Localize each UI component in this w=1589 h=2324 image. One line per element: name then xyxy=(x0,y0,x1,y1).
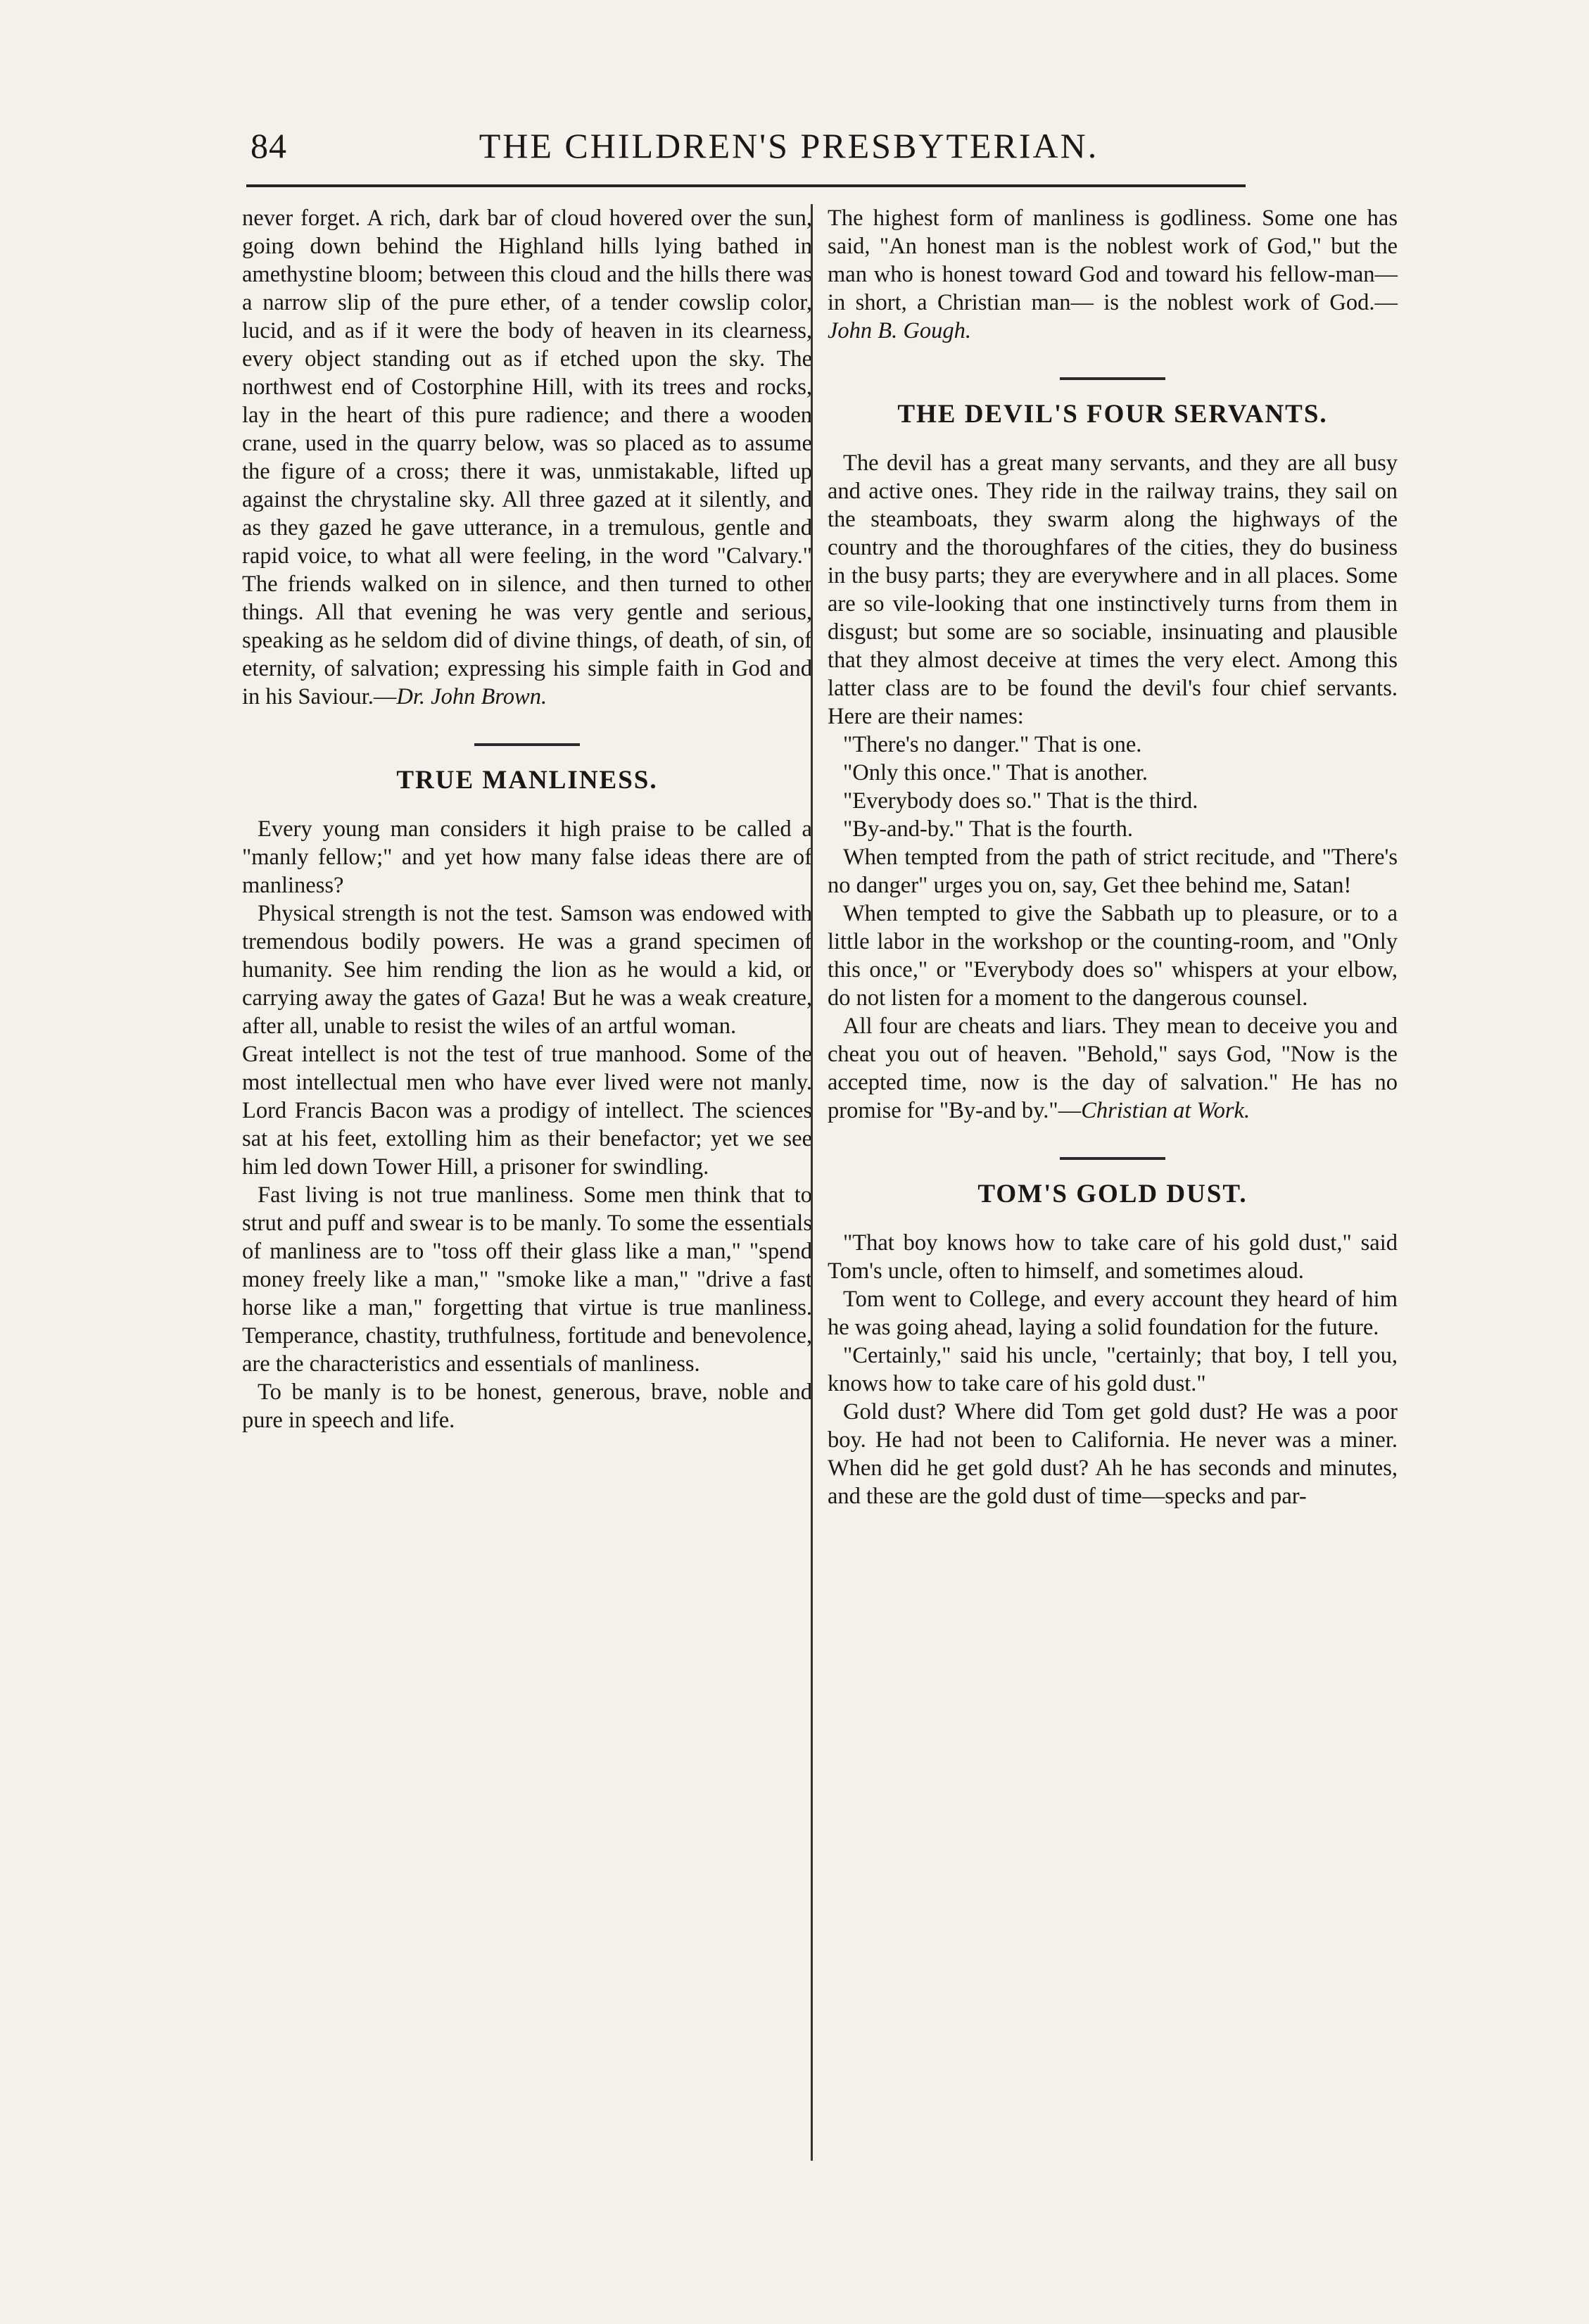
paragraph-text: The highest form of manliness is godliness. Some one has said, "An honest man is the noblest work of God," but the man who is honest toward God and toward his fellow-man—in short, a Christian man— is the noblest work of God.— xyxy=(828,206,1398,315)
paragraph: "That boy knows how to take care of his gold dust," said Tom's uncle, often to himself, and sometimes aloud. xyxy=(828,1230,1398,1284)
section-divider xyxy=(1060,1157,1165,1160)
paragraph-text: never forget. A rich, dark bar of cloud hovered over the sun, going down behind the Highland hills lying bathed in amethystine bloom; between this cloud and the hills there was a narrow slip of the pure ether, of a tender cowslip color, lucid, and as if it were the body of heaven in its clearness, every object standing out as if etched upon the sky. The northwest end of Costorphine Hill, with its trees and rocks, lay in the heart of this pure radience; and there a wooden crane, used in the quarry below, was so placed as to assume the figure of a cross; there it was, unmistakable, lifted up against the chrystaline sky. All three gazed at it silently, and as they gazed he gave utterance, in a tremulous, gentle and rapid voice, to what all were feeling, in the word "Calvary." The friends walked on in silence, and then turned to other things. All that evening he was very gentle and serious, speaking as he seldom did of divine things, of death, of sin, of eternity, of salvation; expressing his simple faith in God and in his Saviour.— xyxy=(242,206,812,709)
column-divider xyxy=(811,204,813,2161)
paragraph: Great intellect is not the test of true manhood. Some of the most intellectual men who have ever lived were not manly. Lord Francis Bacon was a prodigy of intellect. The sciences sat at his feet, extolling him as their benefactor; yet we see him led down Tower Hill, a prisoner for swindling. xyxy=(242,1042,812,1180)
section-title-devils-four-servants: THE DEVIL'S FOUR SERVANTS. xyxy=(897,400,1328,429)
paragraph: "By-and-by." That is the fourth. xyxy=(843,816,1133,842)
attribution: Christian at Work. xyxy=(1081,1098,1251,1123)
page-number: 84 xyxy=(251,126,287,165)
section-title-true-manliness: TRUE MANLINESS. xyxy=(396,766,658,795)
paragraph: When tempted to give the Sabbath up to pleasure, or to a little labor in the workshop or the counting-room, and "Only this once," or "Everybody does so" whispers at your elbow, do not listen for a moment to the dangerous counsel. xyxy=(828,901,1398,1011)
section-divider xyxy=(1060,377,1165,380)
running-title: THE CHILDREN'S PRESBYTERIAN. xyxy=(479,126,1099,165)
paragraph: Tom went to College, and every account they heard of him he was going ahead, laying a solid foundation for the future. xyxy=(828,1287,1398,1340)
paragraph xyxy=(828,1012,1398,1125)
right-column xyxy=(828,204,1398,1510)
paragraph: Gold dust? Where did Tom get gold dust? He was a poor boy. He had not been to California. He never was a miner. When did he get gold dust? Ah he has seconds and minutes, and these are the gold dust of time—specks and par- xyxy=(828,1399,1398,1509)
paragraph: "Only this once." That is another. xyxy=(843,760,1148,785)
paragraph xyxy=(828,204,1398,345)
header-rule xyxy=(246,184,1246,187)
paragraph: When tempted from the path of strict recitude, and "There's no danger" urges you on, say, Get thee behind me, Satan! xyxy=(828,845,1398,898)
paragraph: Physical strength is not the test. Samson was endowed with tremendous bodily powers. He was a grand specimen of humanity. See him rending the lion as he would a kid, or carrying away the gates of Gaza! But he was a weak creature, after all, unable to resist the wiles of an artful woman. xyxy=(242,901,812,1039)
page-header xyxy=(251,125,1243,175)
paragraph: Fast living is not true manliness. Some men think that to strut and puff and swear is to be manly. To some the essentials of manliness are to "toss off their glass like a man," "spend money freely like a man," "smoke like a man," "drive a fast horse like a man," forgetting that virtue is true manliness. Temperance, chastity, truthfulness, fortitude and benevolence, are the characteristics and essentials of manliness. xyxy=(242,1182,812,1377)
paragraph: Every young man considers it high praise to be called a "manly fellow;" and yet how many false ideas there are of manliness? xyxy=(242,816,812,898)
attribution: Dr. John Brown. xyxy=(396,684,547,709)
attribution: John B. Gough. xyxy=(828,318,971,343)
paragraph: "Certainly," said his uncle, "certainly; that boy, I tell you, knows how to take care of his gold dust." xyxy=(828,1343,1398,1396)
paragraph xyxy=(242,204,812,711)
section-divider xyxy=(474,743,580,746)
left-column xyxy=(242,204,812,1434)
paragraph: "Everybody does so." That is the third. xyxy=(843,788,1198,814)
paragraph-text: All four are cheats and liars. They mean to deceive you and cheat you out of heaven. "Behold," says God, "Now is the accepted time, now is the day of salvation." He has no promise for "By-and by."— xyxy=(828,1013,1398,1123)
section-title-toms-gold-dust: TOM'S GOLD DUST. xyxy=(977,1180,1248,1208)
paragraph: The devil has a great many servants, and they are all busy and active ones. They ride in the railway trains, they sail on the steamboats, they swarm along the highways of the country and the thoroughfares of the cities, they do business in the busy parts; they are everywhere and in all places. Some are so vile-looking that one instinctively turns from them in disgust; but some are so sociable, insinuating and plausible that they almost deceive at times the very elect. Among this latter class are to be found the devil's four chief servants. Here are their names: xyxy=(828,450,1398,729)
paragraph: "There's no danger." That is one. xyxy=(843,732,1142,757)
paragraph: To be manly is to be honest, generous, brave, noble and pure in speech and life. xyxy=(242,1379,812,1433)
